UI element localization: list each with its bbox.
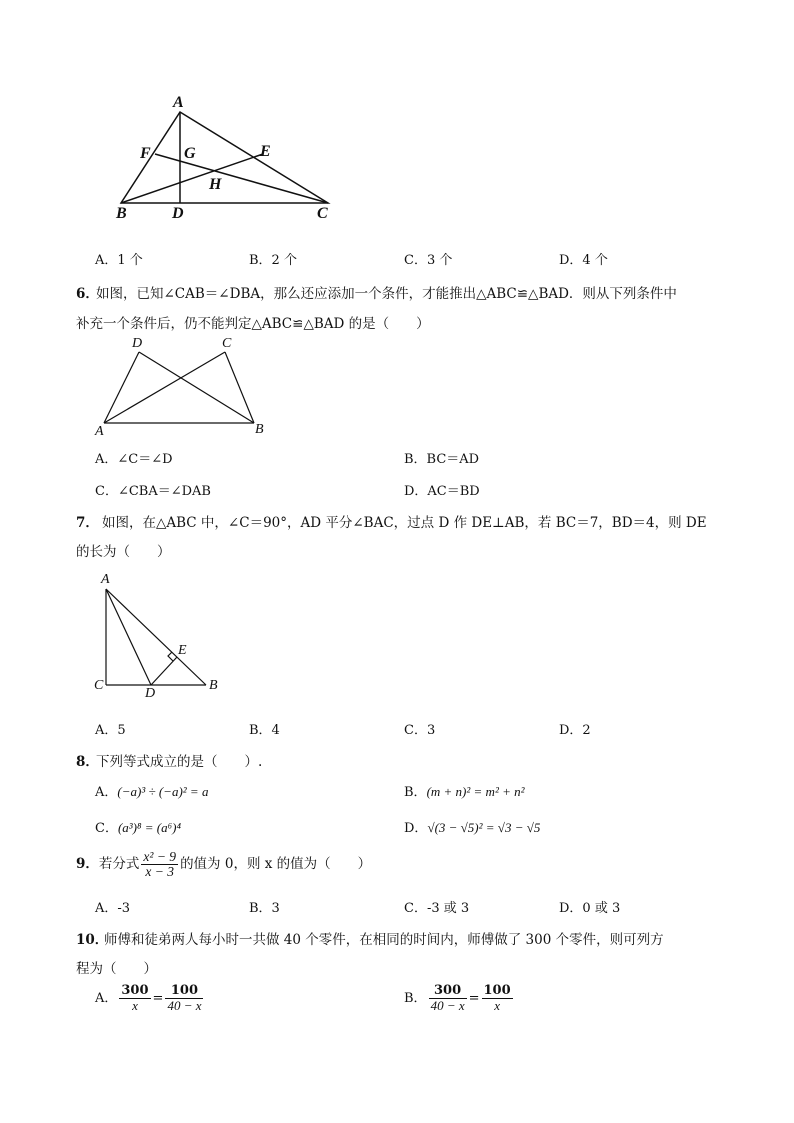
- q6-option-a[interactable]: A．∠C＝∠D: [95, 452, 173, 467]
- q8-option-d-label: D．: [404, 821, 428, 836]
- q5-option-a[interactable]: A．1 个: [95, 253, 143, 268]
- q10-option-a[interactable]: [95, 984, 205, 1013]
- q7-vertex-e: E: [178, 643, 187, 658]
- q5-option-b[interactable]: B．2 个: [249, 253, 297, 268]
- q10-option-a-left-fraction: [119, 984, 150, 1013]
- q9-number: 9．: [76, 856, 99, 872]
- vertex-label-f: F: [140, 145, 151, 162]
- q7-option-b[interactable]: B．4: [249, 723, 280, 738]
- vertex-label-a: A: [173, 94, 184, 111]
- q9-fraction-denominator: x − 3: [145, 864, 175, 879]
- q9-fraction-numerator: x² − 9: [143, 849, 177, 864]
- q9-stem: [76, 850, 371, 879]
- q8-option-a-expr: (−a)³ ÷ (−a)² = a: [117, 784, 209, 799]
- q9-stem-post: 的值为 0，则 x 的值为（ ）: [180, 856, 372, 872]
- q10-option-b-right-numerator: 100: [483, 983, 511, 998]
- vertex-label-e: E: [260, 143, 271, 160]
- q5-option-d[interactable]: D．4 个: [559, 253, 608, 268]
- q10-option-b-right-fraction: [482, 984, 513, 1013]
- q10-option-b-label: B．: [404, 991, 427, 1006]
- q6-option-c[interactable]: C．∠CBA＝∠DAB: [95, 484, 211, 499]
- q7-vertex-b: B: [209, 678, 218, 693]
- q8-option-d[interactable]: [404, 817, 540, 836]
- q10-option-a-left-numerator: 300: [121, 983, 149, 998]
- q8-option-b-label: B．: [404, 785, 427, 800]
- q10-option-b-right-denominator: x: [494, 998, 500, 1013]
- q9-option-b[interactable]: B．3: [249, 901, 280, 916]
- q8-option-d-expr: √(3 − √5)² = √3 − √5: [427, 820, 541, 835]
- q10-stem-line2: 程为（ ）: [76, 961, 157, 977]
- q6-vertex-d: D: [132, 336, 143, 351]
- q7-option-a[interactable]: A．5: [95, 723, 126, 738]
- q6-vertex-b: B: [255, 422, 264, 437]
- q7-number: 7．: [76, 515, 99, 531]
- q5-option-c[interactable]: C．3 个: [404, 253, 453, 268]
- q10-option-a-equals: =: [152, 991, 164, 1006]
- q10-stem-line1: 师傅和徒弟两人每小时一共做 40 个零件，在相同的时间内，师傅做了 300 个零件，则可列方: [104, 932, 664, 948]
- q9-stem-pre: 若分式: [98, 856, 140, 872]
- vertex-label-c: C: [317, 205, 328, 222]
- q8-option-c[interactable]: [95, 817, 181, 836]
- q6-vertex-c: C: [222, 336, 232, 351]
- q6-number: 6．: [76, 286, 99, 302]
- q10-option-a-left-denominator: x: [132, 998, 138, 1013]
- q9-option-c[interactable]: C．-3 或 3: [404, 901, 470, 916]
- q8-stem: 下列等式成立的是（ ）.: [96, 754, 263, 770]
- vertex-label-b: B: [116, 205, 127, 222]
- q7-stem-line2: 的长为（ ）: [76, 544, 171, 560]
- q8-option-a[interactable]: [95, 781, 208, 800]
- q8-option-c-label: C．: [95, 821, 118, 836]
- q10-option-b-equals: =: [468, 991, 480, 1006]
- q8-number: 8．: [76, 754, 99, 770]
- q6-option-d[interactable]: D．AC＝BD: [404, 484, 480, 499]
- q6-stem-line1: 如图，已知∠CAB＝∠DBA，那么还应添加一个条件，才能推出△ABC≌△BAD．则从下列条件中: [96, 286, 677, 302]
- vertex-label-g: G: [184, 145, 196, 162]
- q9-option-a[interactable]: A．-3: [95, 901, 131, 916]
- q9-option-d[interactable]: D．0 或 3: [559, 901, 621, 916]
- q10-option-a-right-fraction: [165, 984, 203, 1013]
- q10-option-a-right-denominator: 40 − x: [167, 998, 202, 1013]
- q7-vertex-a: A: [101, 572, 110, 587]
- q7-option-c[interactable]: C．3: [404, 723, 436, 738]
- q10-number: 10．: [76, 932, 109, 948]
- q10-option-b-left-numerator: 300: [429, 984, 467, 999]
- q10-option-a-right-numerator: 100: [165, 984, 203, 999]
- vertex-label-h: H: [209, 176, 222, 193]
- q8-option-c-expr: (a³)⁸ = (a⁶)⁴: [117, 820, 181, 835]
- vertex-label-d: D: [172, 205, 184, 222]
- q7-option-d[interactable]: D．2: [559, 723, 591, 738]
- q7-vertex-c: C: [94, 678, 104, 693]
- q10-option-a-label: A．: [95, 991, 118, 1006]
- q8-option-b[interactable]: [404, 781, 525, 800]
- q10-option-b[interactable]: [404, 984, 515, 1013]
- q6-option-b[interactable]: B．BC＝AD: [404, 452, 480, 467]
- q10-option-b-left-denominator: 40 − x: [430, 998, 465, 1013]
- q8-option-b-expr: (m + n)² = m² + n²: [426, 784, 525, 799]
- q6-vertex-a: A: [95, 424, 104, 439]
- q7-vertex-d: D: [145, 686, 156, 701]
- q9-fraction: [141, 850, 178, 879]
- q6-stem-line2: 补充一个条件后，仍不能判定△ABC≌△BAD 的是（ ）: [76, 316, 430, 332]
- q10-option-b-left-fraction: [429, 984, 467, 1013]
- q7-stem-line1: 如图，在△ABC 中，∠C＝90°，AD 平分∠BAC，过点 D 作 DE⊥AB，若 BC＝7，BD＝4，则 DE: [102, 515, 707, 531]
- q8-option-a-label: A．: [95, 785, 118, 800]
